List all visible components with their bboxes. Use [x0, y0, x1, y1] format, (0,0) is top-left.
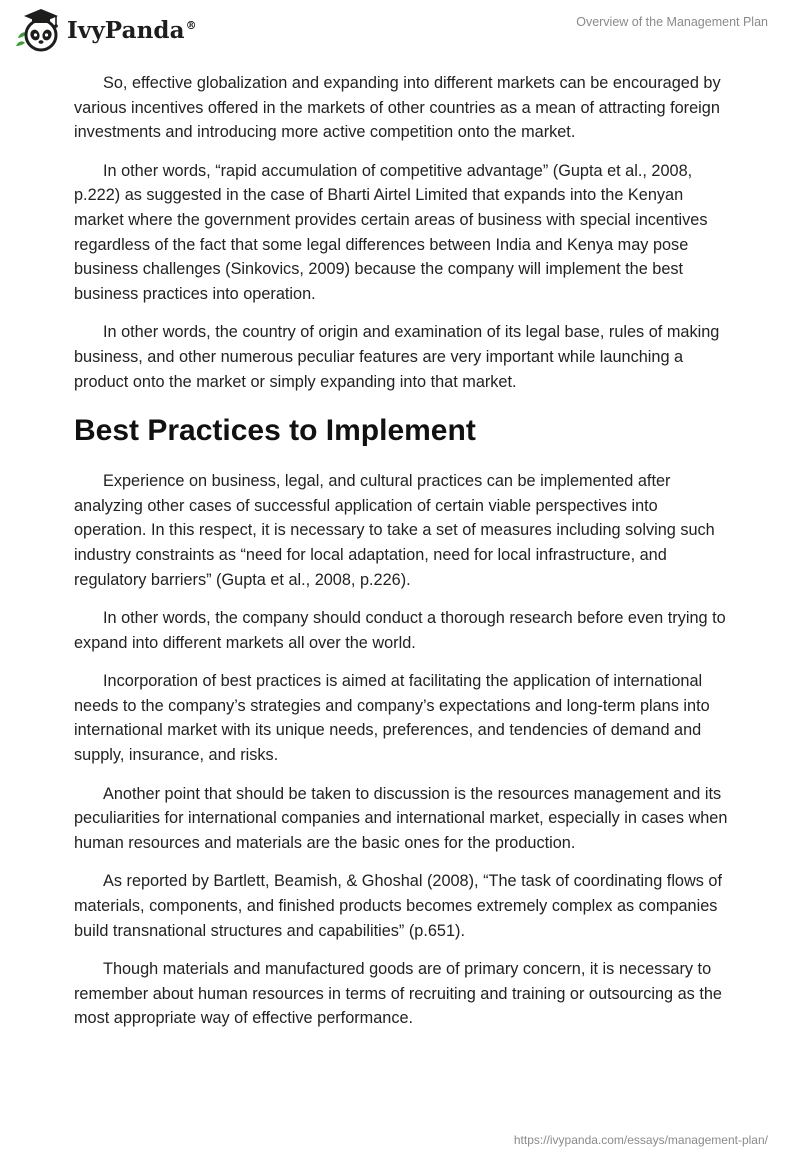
paragraph: Incorporation of best practices is aimed at facilitating the application of international needs to the company’s strategies and company’s expectations and long-term plans into international market with its unique needs, preferences, and tendencies of demand and supply, insurance, and risks.	[74, 672, 710, 765]
source-url[interactable]: https://ivypanda.com/essays/management-plan/	[513, 1133, 768, 1147]
brand-name: IvyPanda®	[67, 16, 197, 44]
paragraph: As reported by Bartlett, Beamish, & Ghoshal (2008), “The task of coordinating flows of materials, components, and finished products becomes extremely complex as companies build transnational structures and capabilities” (p.651).	[74, 872, 722, 940]
paragraph: Though materials and manufactured goods are of primary concern, it is necessary to remember about human resources in terms of recruiting and training or outsourcing as the most appropriate way of effective performance.	[74, 960, 722, 1028]
ivypanda-logo[interactable]	[14, 6, 197, 54]
registered-mark: ®	[185, 18, 197, 32]
paragraph: In other words, “rapid accumulation of competitive advantage” (Gupta et al., 2008, p.222) as suggested in the case of Bharti Airtel Limited that expands into the Kenyan market where the government provides certain areas of business with special incentives regardless of the fact that some legal differences between India and Kenya may pose business challenges (Sinkovics, 2009) because the company will implement the best business practices into operation.	[74, 161, 708, 303]
paragraph: Experience on business, legal, and cultural practices can be implemented after analyzing other cases of successful application of certain viable perspectives into operation. In this respect, it is necessary to take a set of measures including solving such industry constraints as “need for local adaptation, need for local infrastructure, and regulatory barriers” (Gupta et al., 2008, p.226).	[74, 472, 715, 589]
page-header	[0, 0, 800, 70]
paragraph: So, effective globalization and expanding into different markets can be encouraged by various incentives offered in the markets of other countries as a mean of attracting foreign investments and introducing more active competition onto the market.	[74, 74, 721, 142]
paragraph: In other words, the company should conduct a thorough research before even trying to expand into different markets all over the world.	[74, 609, 726, 652]
essay-body	[74, 71, 734, 1045]
panda-graduate-icon	[14, 6, 62, 54]
document-title: Overview of the Management Plan	[576, 15, 768, 29]
section-heading: Best Practices to Implement	[74, 414, 476, 448]
paragraph: In other words, the country of origin and examination of its legal base, rules of making business, and other numerous peculiar features are very important while launching a product onto the market or simply expanding into that market.	[74, 323, 720, 391]
paragraph: Another point that should be taken to discussion is the resources management and its peculiarities for international companies and international market, especially in cases when human resources and materials are the basic ones for the production.	[74, 784, 728, 852]
